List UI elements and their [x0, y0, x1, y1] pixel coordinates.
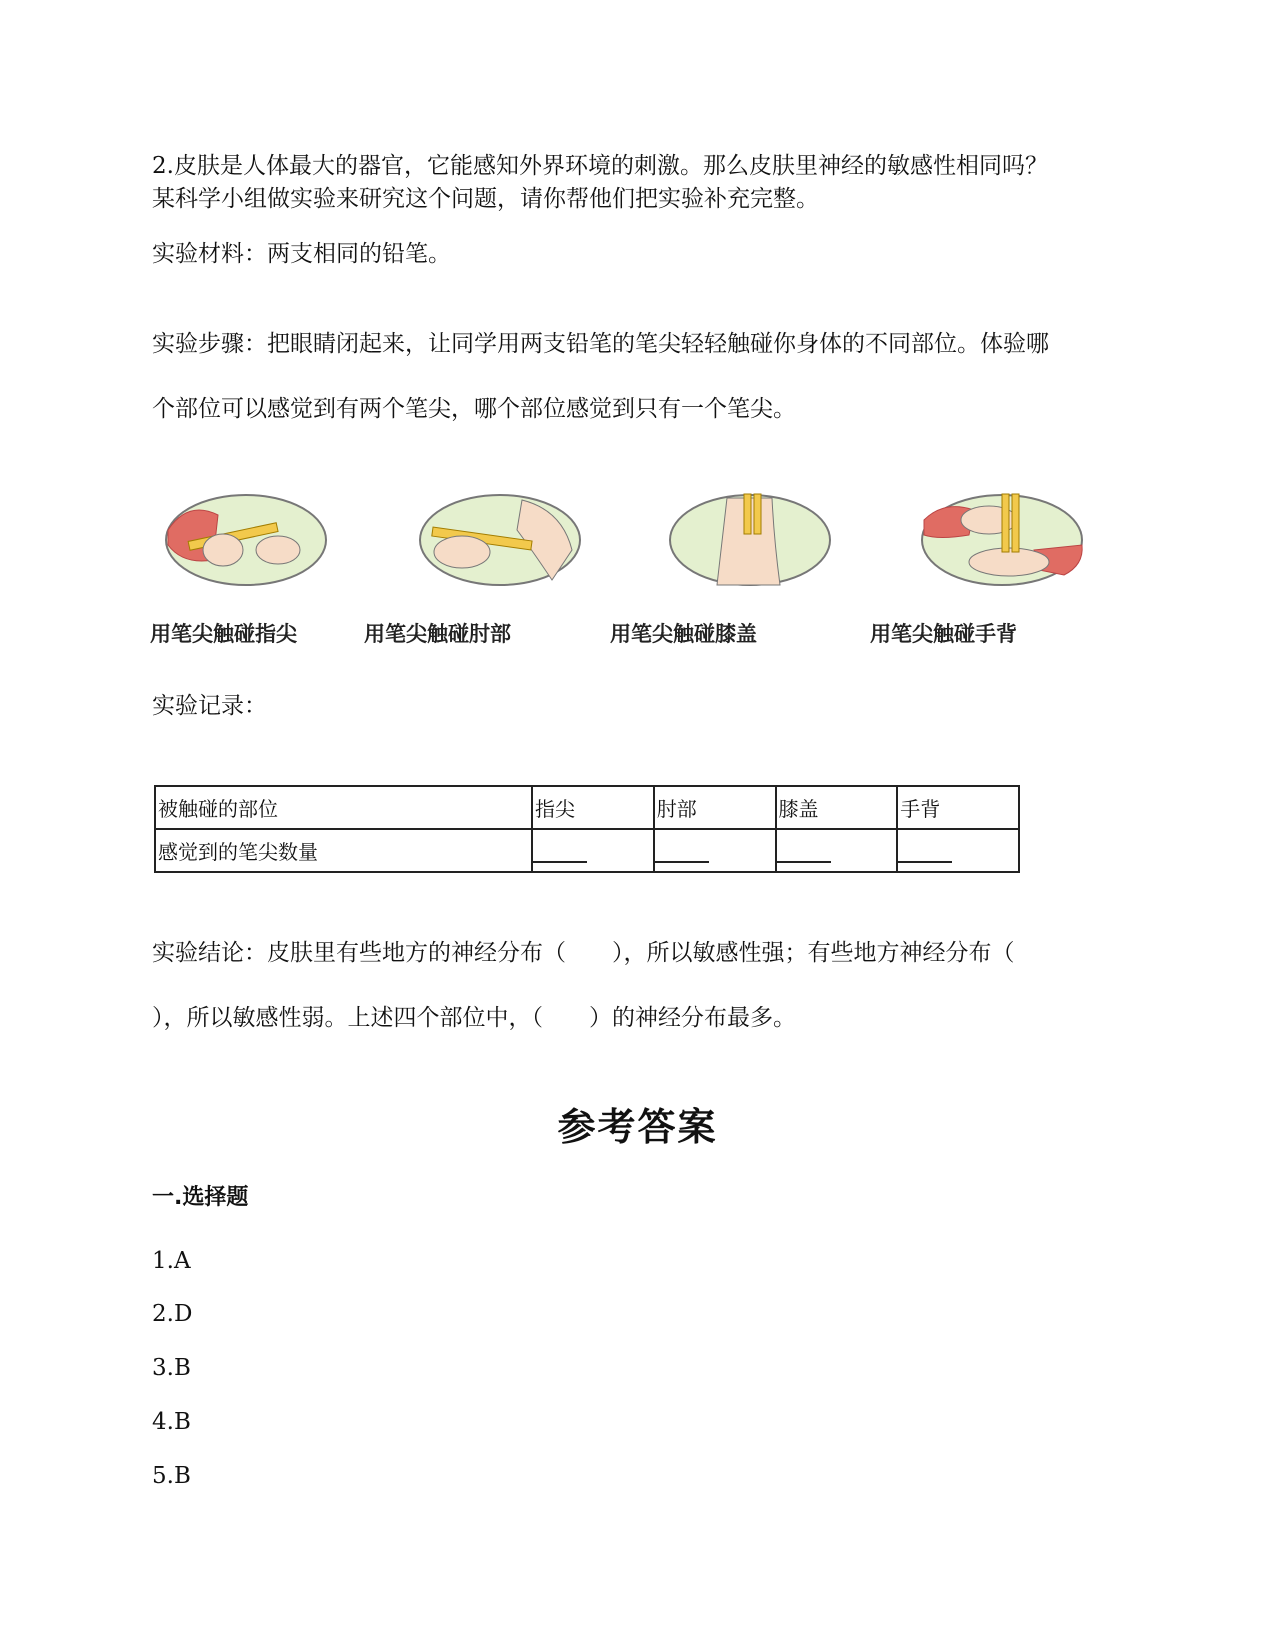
- answer-item: 5.B: [152, 1463, 191, 1489]
- record-label: 实验记录：: [152, 693, 267, 719]
- fingertip-illustration: [158, 490, 338, 590]
- materials-text: 实验材料：两支相同的铅笔。: [152, 241, 451, 267]
- blank-line: [777, 861, 831, 863]
- table-row: [155, 786, 1019, 829]
- caption-backhand: 用笔尖触碰手背: [870, 622, 1017, 646]
- answer-blank-cell[interactable]: [897, 829, 1019, 872]
- knee-illustration: [662, 490, 842, 590]
- section-heading: 一.选择题: [152, 1185, 249, 1210]
- answer-item: 2.D: [152, 1301, 193, 1327]
- conclusion-line-1: 实验结论：皮肤里有些地方的神经分布（ ），所以敏感性强；有些地方神经分布（: [152, 940, 1015, 966]
- table-header-cell: 膝盖: [776, 786, 898, 829]
- answer-item: 4.B: [152, 1409, 191, 1435]
- steps-line-2: 个部位可以感觉到有两个笔尖，哪个部位感觉到只有一个笔尖。: [152, 396, 796, 422]
- answers-title: 参考答案: [557, 1104, 718, 1149]
- answer-item: 1.A: [152, 1248, 191, 1274]
- figure-backhand: [870, 490, 1100, 646]
- answer-blank-cell[interactable]: [532, 829, 654, 872]
- conclusion-line-2: ），所以敏感性弱。上述四个部位中，（ ）的神经分布最多。: [152, 1005, 796, 1031]
- figure-elbow: [364, 490, 600, 646]
- steps-line-1: 实验步骤：把眼睛闭起来，让同学用两支铅笔的笔尖轻轻触碰你身体的不同部位。体验哪: [152, 331, 1049, 357]
- table-row-label: 感觉到的笔尖数量: [155, 829, 532, 872]
- answer-item: 3.B: [152, 1355, 191, 1381]
- caption-fingertip: 用笔尖触碰指尖: [150, 622, 297, 646]
- table-header-cell: 被触碰的部位: [155, 786, 532, 829]
- blank-line: [533, 861, 587, 863]
- caption-elbow: 用笔尖触碰肘部: [364, 622, 511, 646]
- table-row: [155, 829, 1019, 872]
- figure-knee: [610, 490, 840, 646]
- table-header-cell: 肘部: [654, 786, 776, 829]
- answer-blank-cell[interactable]: [776, 829, 898, 872]
- caption-knee: 用笔尖触碰膝盖: [610, 622, 757, 646]
- question-line-1: 2.皮肤是人体最大的器官，它能感知外界环境的刺激。那么皮肤里神经的敏感性相同吗？: [152, 153, 1048, 179]
- answer-blank-cell[interactable]: [654, 829, 776, 872]
- table-header-cell: 手背: [897, 786, 1019, 829]
- blank-line: [898, 861, 952, 863]
- elbow-illustration: [412, 490, 592, 590]
- question-line-2: 某科学小组做实验来研究这个问题，请你帮他们把实验补充完整。: [152, 186, 819, 212]
- table-header-cell: 指尖: [532, 786, 654, 829]
- backhand-illustration: [914, 490, 1094, 590]
- figure-fingertip: [150, 490, 380, 646]
- record-table: [154, 785, 1020, 873]
- blank-line: [655, 861, 709, 863]
